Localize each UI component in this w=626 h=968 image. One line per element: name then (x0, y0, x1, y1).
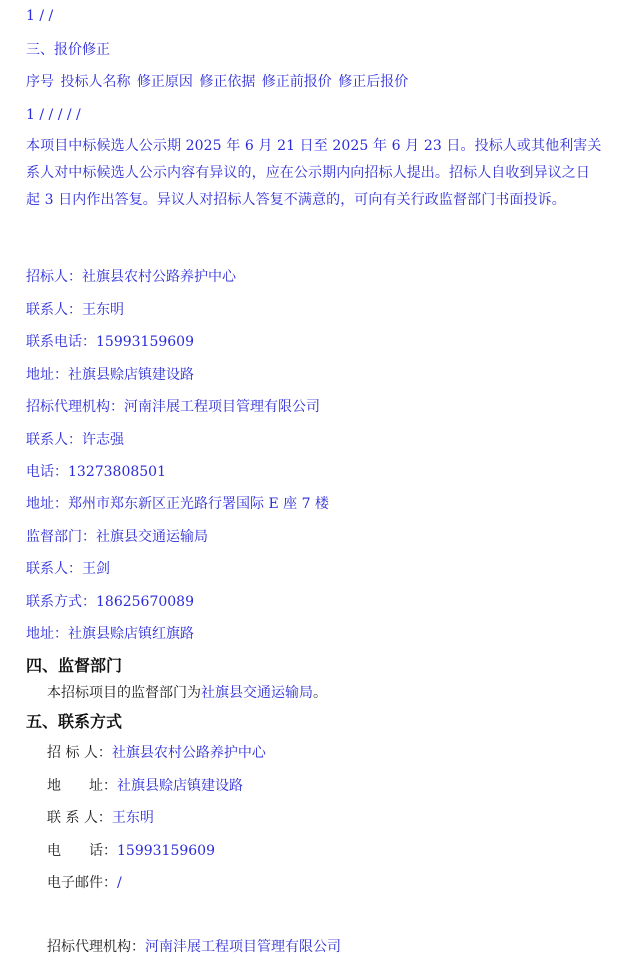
price-correction-table-header: 序号 投标人名称 修正原因 修正依据 修正前报价 修正后报价 (26, 74, 409, 90)
section-heading-contact: 五、联系方式 (26, 712, 123, 731)
bid-row-line: 1 / / (26, 8, 54, 24)
contact-row (47, 873, 122, 893)
contact-row-key: 电 话： (47, 843, 117, 859)
contact-line: 地址：社旗县赊店镇建设路 (26, 367, 194, 383)
contact-row-key: 联 系 人： (47, 810, 112, 826)
contact-row (47, 808, 154, 828)
contact-line: 地址：郑州市郑东新区正光路行署国际 E 座 7 楼 (26, 496, 329, 512)
contact-row-value: 社旗县农村公路养护中心 (111, 745, 266, 761)
contact-row-key: 地 址： (47, 778, 117, 794)
section-heading-supervision: 四、监督部门 (26, 656, 123, 675)
contact-line: 地址：社旗县赊店镇红旗路 (26, 626, 194, 642)
contact-row-value: 社旗县赊店镇建设路 (117, 778, 243, 794)
contact-line: 联系人：王剑 (26, 561, 110, 577)
price-correction-heading: 三、报价修正 (26, 42, 110, 58)
contact-row-key: 电子邮件： (47, 875, 117, 891)
contact-row-key: 招标代理机构： (47, 939, 145, 955)
contact-line: 联系人：许志强 (26, 432, 124, 448)
supervision-statement-suffix: 。 (313, 685, 327, 701)
contact-line: 联系人：王东明 (26, 302, 124, 318)
contact-row (47, 743, 266, 763)
contact-line: 招标人：社旗县农村公路养护中心 (26, 269, 236, 285)
price-correction-table-row: 1 / / / / / (26, 107, 81, 123)
contact-line: 联系方式：18625670089 (26, 594, 194, 610)
supervision-department-name: 社旗县交通运输局 (201, 685, 313, 701)
supervision-statement (47, 683, 327, 703)
contact-row-value: 河南沣展工程项目管理有限公司 (145, 939, 341, 955)
contact-line: 联系电话：15993159609 (26, 334, 194, 350)
contact-line: 电话：13273808501 (26, 464, 166, 480)
contact-row (47, 841, 215, 861)
contact-row-value: 王东明 (111, 810, 154, 826)
contact-line: 监督部门：社旗县交通运输局 (26, 529, 208, 545)
contact-row-value: 15993159609 (117, 843, 215, 859)
contact-row-key: 招 标 人： (47, 745, 112, 761)
contact-row-value: / (117, 875, 122, 891)
publicity-notice-paragraph: 本项目中标候选人公示期 2025 年 6 月 21 日至 2025 年 6 月 23 日。投标人或其他利害关系人对中标候选人公示内容有异议的，应在公示期内向招标人提出。招标人自收到异议之日起 3 日内作出答复。异议人对招标人答复不满意的，可向有关行政监督部门书面投诉。 (26, 138, 602, 208)
contact-line: 招标代理机构：河南沣展工程项目管理有限公司 (26, 399, 320, 415)
supervision-statement-prefix: 本招标项目的监督部门为 (47, 685, 201, 701)
contact-row (47, 776, 243, 796)
contact-row (47, 937, 341, 957)
